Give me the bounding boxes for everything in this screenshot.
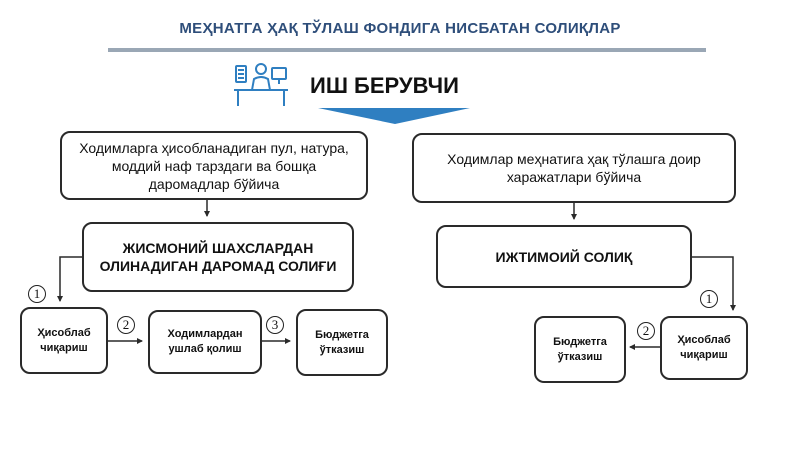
left-description-box bbox=[60, 131, 368, 200]
right-step-1-label: Ҳисоблаб чиқариш bbox=[677, 334, 731, 361]
employer-pointer-arrow bbox=[318, 108, 470, 124]
social-tax-label: ИЖТИМОИЙ СОЛИҚ bbox=[495, 248, 633, 265]
personal-income-tax-box bbox=[82, 222, 354, 292]
right-description-text: Ходимлар меҳнатига ҳақ тўлашга доир харажатлари бўйича bbox=[447, 151, 701, 185]
left-step-2-box bbox=[148, 310, 262, 374]
left-step-2-number: 2 bbox=[117, 316, 135, 334]
right-step-2-label: Бюджетга ўтказиш bbox=[553, 335, 607, 363]
left-description-text: Ходимларга ҳисобланадиган пул, натура, моддий наф тарздаги ва бошқа даромадлар бўйича bbox=[79, 139, 349, 192]
social-tax-box bbox=[436, 225, 692, 288]
left-step-1-number: 1 bbox=[28, 285, 46, 303]
left-step-1-box bbox=[20, 307, 108, 374]
left-step-3-number: 3 bbox=[266, 316, 284, 334]
personal-income-tax-label: ЖИСМОНИЙ ШАХСЛАРДАН ОЛИНАДИГАН ДАРОМАД СОЛИҒИ bbox=[99, 240, 337, 274]
left-step-1-label: Ҳисоблаб чиқариш bbox=[37, 326, 91, 354]
right-step-1-box bbox=[660, 316, 748, 380]
left-step-3-label: Бюджетга ўтказиш bbox=[315, 328, 369, 356]
left-step-3-box bbox=[296, 309, 388, 376]
left-step-2-label: Ходимлардан ушлаб қолиш bbox=[167, 328, 243, 355]
page-title: МЕҲНАТГА ҲАҚ ТЎЛАШ ФОНДИГА НИСБАТАН СОЛИҚЛАР bbox=[179, 20, 621, 37]
right-step-2-number: 2 bbox=[637, 322, 655, 340]
employer-label: ИШ БЕРУВЧИ bbox=[310, 73, 459, 98]
right-step-1-number: 1 bbox=[700, 290, 718, 308]
right-step-2-box bbox=[534, 316, 626, 383]
right-description-box bbox=[412, 133, 736, 203]
